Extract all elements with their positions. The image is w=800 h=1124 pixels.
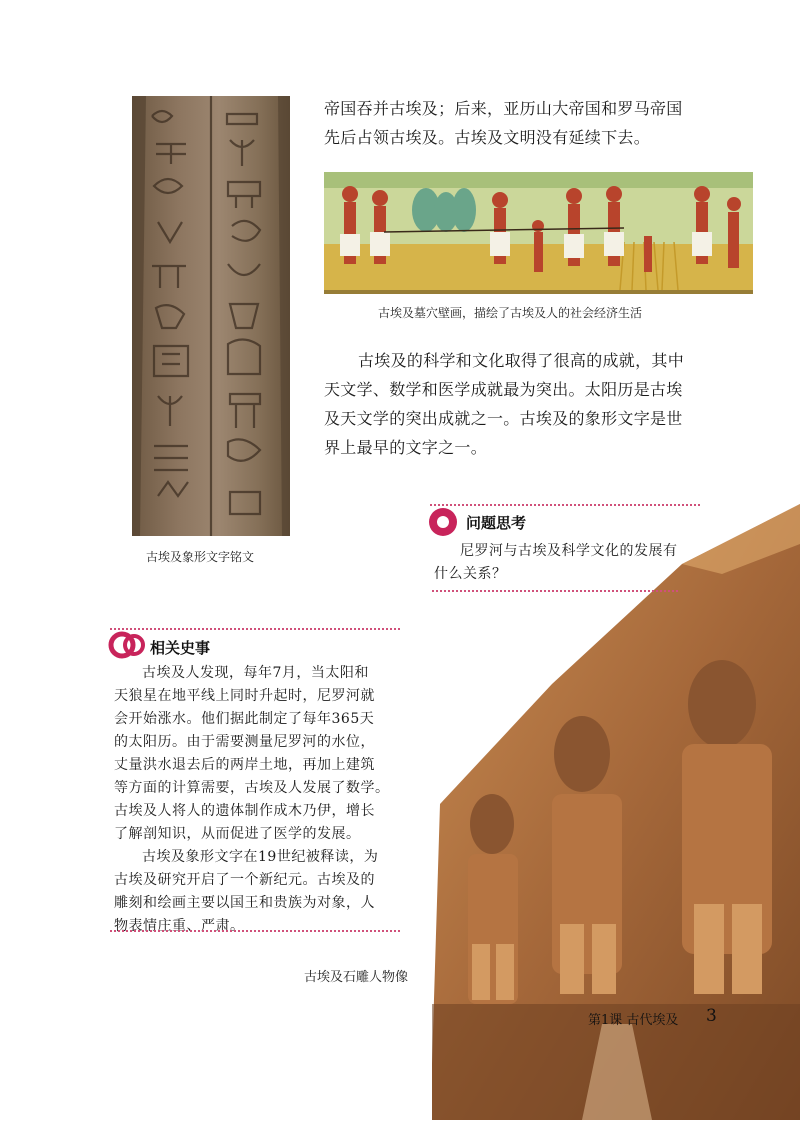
paragraph-line: 古埃及的科学和文化取得了很高的成就，其中	[358, 351, 685, 370]
history-line: 等方面的计算需要，古埃及人发展了数学。	[114, 780, 390, 796]
history-line: 古埃及象形文字在19世纪被释读，为	[142, 849, 379, 865]
question-text	[434, 540, 678, 586]
paragraph-science	[324, 346, 684, 462]
hieroglyph-carvings	[132, 96, 290, 536]
question-line: 什么关系？	[434, 566, 507, 582]
question-bottom-border	[432, 590, 678, 592]
history-line: 了解剖知识，从而促进了医学的发展。	[114, 826, 361, 842]
paragraph-line: 天文学、数学和医学成就最为突出。太阳历是古埃	[324, 380, 683, 399]
paragraph-line: 帝国吞并古埃及；后来，亚历山大帝国和罗马帝国	[324, 99, 683, 118]
history-swirl-icon	[108, 630, 146, 660]
history-title: 相关史事	[150, 639, 211, 657]
mural-figures	[324, 172, 753, 294]
history-line: 会开始涨水。他们据此制定了每年365天	[114, 711, 375, 727]
paragraph-top	[324, 94, 683, 152]
tomb-mural-image	[324, 172, 753, 294]
question-line: 尼罗河与古埃及科学文化的发展有	[460, 543, 678, 559]
lesson-footer: 第1课 古代埃及	[588, 1013, 679, 1028]
history-line: 雕刻和绘画主要以国王和贵族为对象，人	[114, 895, 375, 911]
history-line: 丈量洪水退去后的两岸土地，再加上建筑	[114, 757, 375, 773]
question-icon	[429, 508, 457, 536]
history-line: 古埃及人将人的遗体制作成木乃伊，增长	[114, 803, 375, 819]
statue-caption: 古埃及石雕人物像	[304, 970, 409, 985]
mural-caption: 古埃及墓穴壁画，描绘了古埃及人的社会经济生活	[378, 306, 643, 320]
history-line: 物表情庄重、严肃。	[114, 918, 245, 934]
history-line: 的太阳历。由于需要测量尼罗河的水位，	[114, 734, 375, 750]
hieroglyph-stele-image	[132, 96, 290, 536]
history-line: 古埃及研究开启了一个新纪元。古埃及的	[114, 872, 375, 888]
history-line: 古埃及人发现，每年7月，当太阳和	[142, 665, 369, 681]
history-bottom-border	[110, 930, 400, 932]
page-number: 3	[706, 1006, 717, 1026]
stele-caption: 古埃及象形文字铭文	[146, 550, 255, 564]
paragraph-line: 界上最早的文字之一。	[324, 438, 488, 457]
history-text	[114, 662, 390, 938]
paragraph-line: 及天文学的突出成就之一。古埃及的象形文字是世	[324, 409, 683, 428]
history-line: 天狼星在地平线上同时升起时，尼罗河就	[114, 688, 375, 704]
question-top-border	[430, 504, 700, 506]
paragraph-line: 先后占领古埃及。古埃及文明没有延续下去。	[324, 128, 651, 147]
history-top-border	[110, 628, 400, 630]
question-title: 问题思考	[466, 514, 527, 532]
